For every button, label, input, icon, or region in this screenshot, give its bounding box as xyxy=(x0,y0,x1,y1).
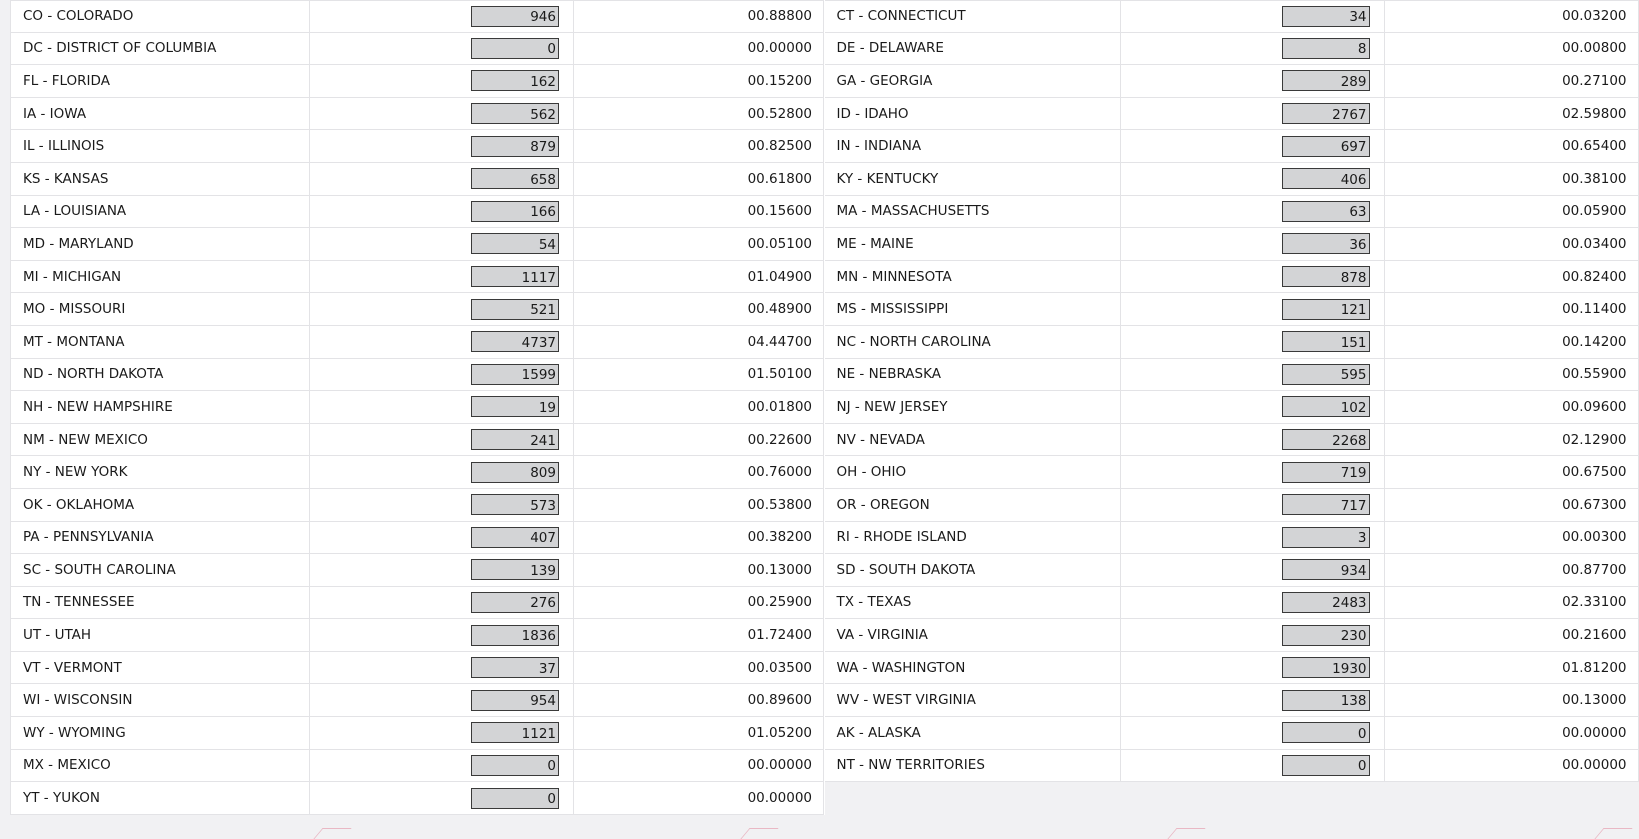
state-entry xyxy=(825,293,1639,326)
count-input[interactable] xyxy=(471,592,559,613)
count-cell xyxy=(1121,456,1385,489)
watermark-mark xyxy=(1594,828,1632,839)
percentage-value: 00.03400 xyxy=(1385,228,1639,261)
count-input[interactable] xyxy=(1282,429,1370,450)
count-cell xyxy=(1121,228,1385,261)
count-input[interactable] xyxy=(471,233,559,254)
percentage-value: 02.33100 xyxy=(1385,587,1639,620)
watermark-mark xyxy=(1167,828,1205,839)
count-input[interactable] xyxy=(1282,494,1370,515)
table-row xyxy=(10,196,1639,229)
count-input[interactable] xyxy=(471,429,559,450)
state-name: WY - WYOMING xyxy=(10,717,310,750)
count-input[interactable] xyxy=(471,722,559,743)
state-entry xyxy=(10,196,825,229)
state-name: MX - MEXICO xyxy=(10,750,310,783)
state-name: SD - SOUTH DAKOTA xyxy=(825,554,1121,587)
state-name: NH - NEW HAMPSHIRE xyxy=(10,391,310,424)
count-input[interactable] xyxy=(1282,331,1370,352)
table-row xyxy=(10,554,1639,587)
count-cell xyxy=(1121,293,1385,326)
count-cell xyxy=(310,619,574,652)
count-cell xyxy=(310,684,574,717)
state-name: VA - VIRGINIA xyxy=(825,619,1121,652)
percentage-value: 00.67500 xyxy=(1385,456,1639,489)
count-cell xyxy=(310,130,574,163)
count-cell xyxy=(1121,33,1385,66)
count-input[interactable] xyxy=(471,559,559,580)
state-entry xyxy=(825,98,1639,131)
count-cell xyxy=(310,489,574,522)
percentage-value: 00.05900 xyxy=(1385,196,1639,229)
percentage-value: 00.76000 xyxy=(574,456,824,489)
count-input[interactable] xyxy=(471,266,559,287)
percentage-value: 00.38100 xyxy=(1385,163,1639,196)
count-input[interactable] xyxy=(471,38,559,59)
count-cell xyxy=(310,196,574,229)
count-input[interactable] xyxy=(1282,396,1370,417)
percentage-value: 00.05100 xyxy=(574,228,824,261)
percentage-value: 00.03200 xyxy=(1385,0,1639,33)
percentage-value: 02.59800 xyxy=(1385,98,1639,131)
state-name: WI - WISCONSIN xyxy=(10,684,310,717)
state-name: UT - UTAH xyxy=(10,619,310,652)
state-name: IN - INDIANA xyxy=(825,130,1121,163)
state-counts-table xyxy=(10,0,1639,815)
state-name: DE - DELAWARE xyxy=(825,33,1121,66)
state-name: TX - TEXAS xyxy=(825,587,1121,620)
count-input[interactable] xyxy=(1282,103,1370,124)
table-row xyxy=(10,130,1639,163)
table-row xyxy=(10,717,1639,750)
percentage-value: 00.00000 xyxy=(1385,717,1639,750)
empty-cell xyxy=(825,782,1639,815)
percentage-value: 02.12900 xyxy=(1385,424,1639,457)
state-entry xyxy=(825,196,1639,229)
state-name: KS - KANSAS xyxy=(10,163,310,196)
state-entry xyxy=(10,424,825,457)
percentage-value: 00.65400 xyxy=(1385,130,1639,163)
state-entry xyxy=(825,261,1639,294)
percentage-value: 01.72400 xyxy=(574,619,824,652)
state-name: CO - COLORADO xyxy=(10,0,310,33)
count-input[interactable] xyxy=(1282,201,1370,222)
state-name: WV - WEST VIRGINIA xyxy=(825,684,1121,717)
state-name: ID - IDAHO xyxy=(825,98,1121,131)
state-name: NC - NORTH CAROLINA xyxy=(825,326,1121,359)
table-row xyxy=(10,489,1639,522)
count-cell xyxy=(1121,196,1385,229)
count-cell xyxy=(1121,163,1385,196)
count-cell xyxy=(310,33,574,66)
count-cell xyxy=(1121,489,1385,522)
count-input[interactable] xyxy=(471,755,559,776)
state-entry xyxy=(825,228,1639,261)
state-name: SC - SOUTH CAROLINA xyxy=(10,554,310,587)
count-cell xyxy=(1121,130,1385,163)
percentage-value: 01.04900 xyxy=(574,261,824,294)
count-input[interactable] xyxy=(1282,364,1370,385)
count-input[interactable] xyxy=(471,494,559,515)
count-cell xyxy=(310,750,574,783)
state-name: KY - KENTUCKY xyxy=(825,163,1121,196)
count-cell xyxy=(310,98,574,131)
count-input[interactable] xyxy=(1282,625,1370,646)
state-entry xyxy=(825,717,1639,750)
state-name: OK - OKLAHOMA xyxy=(10,489,310,522)
percentage-value: 00.00000 xyxy=(574,33,824,66)
count-input[interactable] xyxy=(471,788,559,809)
count-input[interactable] xyxy=(471,168,559,189)
state-name: IL - ILLINOIS xyxy=(10,130,310,163)
table-row xyxy=(10,684,1639,717)
count-cell xyxy=(310,326,574,359)
count-cell xyxy=(310,782,574,815)
state-name: IA - IOWA xyxy=(10,98,310,131)
table-row xyxy=(10,750,1639,783)
count-input[interactable] xyxy=(471,364,559,385)
state-entry xyxy=(10,782,825,815)
state-entry xyxy=(10,489,825,522)
count-input[interactable] xyxy=(471,690,559,711)
percentage-value: 00.87700 xyxy=(1385,554,1639,587)
state-entry xyxy=(10,0,825,33)
state-entry xyxy=(10,391,825,424)
state-name: MI - MICHIGAN xyxy=(10,261,310,294)
percentage-value: 01.81200 xyxy=(1385,652,1639,685)
state-entry xyxy=(10,33,825,66)
state-entry xyxy=(825,163,1639,196)
state-entry xyxy=(10,456,825,489)
state-entry xyxy=(10,587,825,620)
state-name: CT - CONNECTICUT xyxy=(825,0,1121,33)
count-input[interactable] xyxy=(1282,592,1370,613)
count-input[interactable] xyxy=(471,70,559,91)
percentage-value: 00.82500 xyxy=(574,130,824,163)
count-cell xyxy=(310,228,574,261)
count-cell xyxy=(1121,359,1385,392)
percentage-value: 00.00800 xyxy=(1385,33,1639,66)
count-cell xyxy=(1121,717,1385,750)
count-input[interactable] xyxy=(1282,690,1370,711)
count-cell xyxy=(1121,619,1385,652)
state-entry xyxy=(10,684,825,717)
percentage-value: 00.61800 xyxy=(574,163,824,196)
state-entry xyxy=(825,489,1639,522)
state-name: YT - YUKON xyxy=(10,782,310,815)
state-entry xyxy=(825,0,1639,33)
percentage-value: 00.00300 xyxy=(1385,522,1639,555)
percentage-value: 00.15200 xyxy=(574,65,824,98)
count-input[interactable] xyxy=(471,201,559,222)
count-cell xyxy=(1121,98,1385,131)
table-row xyxy=(10,0,1639,33)
table-row xyxy=(10,391,1639,424)
count-cell xyxy=(310,554,574,587)
percentage-value: 00.52800 xyxy=(574,98,824,131)
count-input[interactable] xyxy=(471,6,559,27)
state-entry xyxy=(10,750,825,783)
state-entry xyxy=(825,326,1639,359)
state-entry xyxy=(10,65,825,98)
percentage-value: 00.14200 xyxy=(1385,326,1639,359)
percentage-value: 00.67300 xyxy=(1385,489,1639,522)
state-entry xyxy=(10,359,825,392)
state-entry xyxy=(825,65,1639,98)
state-entry xyxy=(825,750,1639,783)
state-entry xyxy=(825,33,1639,66)
table-row xyxy=(10,456,1639,489)
state-entry xyxy=(10,326,825,359)
count-input[interactable] xyxy=(471,657,559,678)
percentage-value: 00.25900 xyxy=(574,587,824,620)
state-name: MO - MISSOURI xyxy=(10,293,310,326)
percentage-value: 00.21600 xyxy=(1385,619,1639,652)
percentage-value: 00.53800 xyxy=(574,489,824,522)
state-name: ME - MAINE xyxy=(825,228,1121,261)
state-name: NM - NEW MEXICO xyxy=(10,424,310,457)
count-input[interactable] xyxy=(471,625,559,646)
table-row xyxy=(10,782,1639,815)
state-name: OH - OHIO xyxy=(825,456,1121,489)
count-cell xyxy=(310,652,574,685)
percentage-value: 00.48900 xyxy=(574,293,824,326)
state-entry xyxy=(10,130,825,163)
state-entry xyxy=(825,424,1639,457)
state-entry xyxy=(825,554,1639,587)
state-name: MN - MINNESOTA xyxy=(825,261,1121,294)
table-row xyxy=(10,98,1639,131)
state-name: MS - MISSISSIPPI xyxy=(825,293,1121,326)
count-input[interactable] xyxy=(471,462,559,483)
count-cell xyxy=(1121,391,1385,424)
state-name: RI - RHODE ISLAND xyxy=(825,522,1121,555)
count-cell xyxy=(1121,0,1385,33)
count-input[interactable] xyxy=(1282,755,1370,776)
count-cell xyxy=(310,456,574,489)
percentage-value: 00.82400 xyxy=(1385,261,1639,294)
percentage-value: 00.55900 xyxy=(1385,359,1639,392)
state-entry xyxy=(825,684,1639,717)
state-name: OR - OREGON xyxy=(825,489,1121,522)
table-row xyxy=(10,65,1639,98)
count-input[interactable] xyxy=(1282,657,1370,678)
state-name: NE - NEBRASKA xyxy=(825,359,1121,392)
state-name: NT - NW TERRITORIES xyxy=(825,750,1121,783)
percentage-value: 00.09600 xyxy=(1385,391,1639,424)
state-name: WA - WASHINGTON xyxy=(825,652,1121,685)
count-input[interactable] xyxy=(1282,136,1370,157)
state-name: MT - MONTANA xyxy=(10,326,310,359)
state-entry xyxy=(10,261,825,294)
state-name: AK - ALASKA xyxy=(825,717,1121,750)
count-cell xyxy=(1121,587,1385,620)
percentage-value: 00.11400 xyxy=(1385,293,1639,326)
count-cell xyxy=(1121,326,1385,359)
count-cell xyxy=(1121,750,1385,783)
percentage-value: 00.13000 xyxy=(1385,684,1639,717)
count-cell xyxy=(310,391,574,424)
table-row xyxy=(10,652,1639,685)
state-name: PA - PENNSYLVANIA xyxy=(10,522,310,555)
percentage-value: 00.15600 xyxy=(574,196,824,229)
count-cell xyxy=(1121,522,1385,555)
watermark-mark xyxy=(740,828,778,839)
count-input[interactable] xyxy=(1282,527,1370,548)
percentage-value: 00.00000 xyxy=(574,782,824,815)
count-cell xyxy=(1121,652,1385,685)
count-cell xyxy=(1121,65,1385,98)
percentage-value: 01.50100 xyxy=(574,359,824,392)
count-input[interactable] xyxy=(1282,6,1370,27)
count-input[interactable] xyxy=(1282,722,1370,743)
state-name: NV - NEVADA xyxy=(825,424,1121,457)
state-name: TN - TENNESSEE xyxy=(10,587,310,620)
table-row xyxy=(10,619,1639,652)
state-entry xyxy=(10,554,825,587)
percentage-value: 00.22600 xyxy=(574,424,824,457)
table-row xyxy=(10,587,1639,620)
watermark-mark xyxy=(313,828,351,839)
table-row xyxy=(10,163,1639,196)
count-input[interactable] xyxy=(1282,462,1370,483)
state-name: LA - LOUISIANA xyxy=(10,196,310,229)
count-cell xyxy=(1121,684,1385,717)
state-name: FL - FLORIDA xyxy=(10,65,310,98)
count-cell xyxy=(310,293,574,326)
count-cell xyxy=(310,261,574,294)
state-name: NJ - NEW JERSEY xyxy=(825,391,1121,424)
count-input[interactable] xyxy=(1282,266,1370,287)
state-entry xyxy=(825,619,1639,652)
state-name: ND - NORTH DAKOTA xyxy=(10,359,310,392)
count-cell xyxy=(1121,261,1385,294)
table-row xyxy=(10,33,1639,66)
count-input[interactable] xyxy=(1282,299,1370,320)
state-entry xyxy=(10,98,825,131)
count-cell xyxy=(1121,554,1385,587)
count-input[interactable] xyxy=(471,527,559,548)
table-row xyxy=(10,522,1639,555)
state-entry xyxy=(825,522,1639,555)
state-entry xyxy=(10,619,825,652)
state-entry xyxy=(10,163,825,196)
table-row xyxy=(10,228,1639,261)
percentage-value: 00.27100 xyxy=(1385,65,1639,98)
state-name: MD - MARYLAND xyxy=(10,228,310,261)
table-row xyxy=(10,326,1639,359)
percentage-value: 00.88800 xyxy=(574,0,824,33)
state-entry xyxy=(825,359,1639,392)
count-cell xyxy=(310,65,574,98)
percentage-value: 00.89600 xyxy=(574,684,824,717)
count-input[interactable] xyxy=(471,396,559,417)
percentage-value: 04.44700 xyxy=(574,326,824,359)
state-entry xyxy=(825,652,1639,685)
count-input[interactable] xyxy=(1282,70,1370,91)
state-entry xyxy=(825,587,1639,620)
state-entry xyxy=(10,522,825,555)
count-input[interactable] xyxy=(1282,233,1370,254)
percentage-value: 01.05200 xyxy=(574,717,824,750)
percentage-value: 00.38200 xyxy=(574,522,824,555)
state-entry xyxy=(10,717,825,750)
state-entry xyxy=(10,228,825,261)
state-name: DC - DISTRICT OF COLUMBIA xyxy=(10,33,310,66)
percentage-value: 00.03500 xyxy=(574,652,824,685)
state-name: MA - MASSACHUSETTS xyxy=(825,196,1121,229)
count-cell xyxy=(310,522,574,555)
percentage-value: 00.01800 xyxy=(574,391,824,424)
state-name: VT - VERMONT xyxy=(10,652,310,685)
count-cell xyxy=(1121,424,1385,457)
state-name: NY - NEW YORK xyxy=(10,456,310,489)
count-input[interactable] xyxy=(471,299,559,320)
count-input[interactable] xyxy=(471,331,559,352)
count-cell xyxy=(310,587,574,620)
percentage-value: 00.13000 xyxy=(574,554,824,587)
state-entry xyxy=(825,456,1639,489)
count-cell xyxy=(310,163,574,196)
percentage-value: 00.00000 xyxy=(1385,750,1639,783)
count-input[interactable] xyxy=(471,136,559,157)
count-cell xyxy=(310,359,574,392)
table-row xyxy=(10,293,1639,326)
count-cell xyxy=(310,717,574,750)
table-row xyxy=(10,424,1639,457)
percentage-value: 00.00000 xyxy=(574,750,824,783)
count-cell xyxy=(310,424,574,457)
count-cell xyxy=(310,0,574,33)
count-input[interactable] xyxy=(1282,38,1370,59)
state-entry xyxy=(10,652,825,685)
table-row xyxy=(10,261,1639,294)
count-input[interactable] xyxy=(1282,559,1370,580)
state-entry xyxy=(825,391,1639,424)
state-name: GA - GEORGIA xyxy=(825,65,1121,98)
state-entry xyxy=(10,293,825,326)
count-input[interactable] xyxy=(471,103,559,124)
state-entry xyxy=(825,130,1639,163)
count-input[interactable] xyxy=(1282,168,1370,189)
table-row xyxy=(10,359,1639,392)
